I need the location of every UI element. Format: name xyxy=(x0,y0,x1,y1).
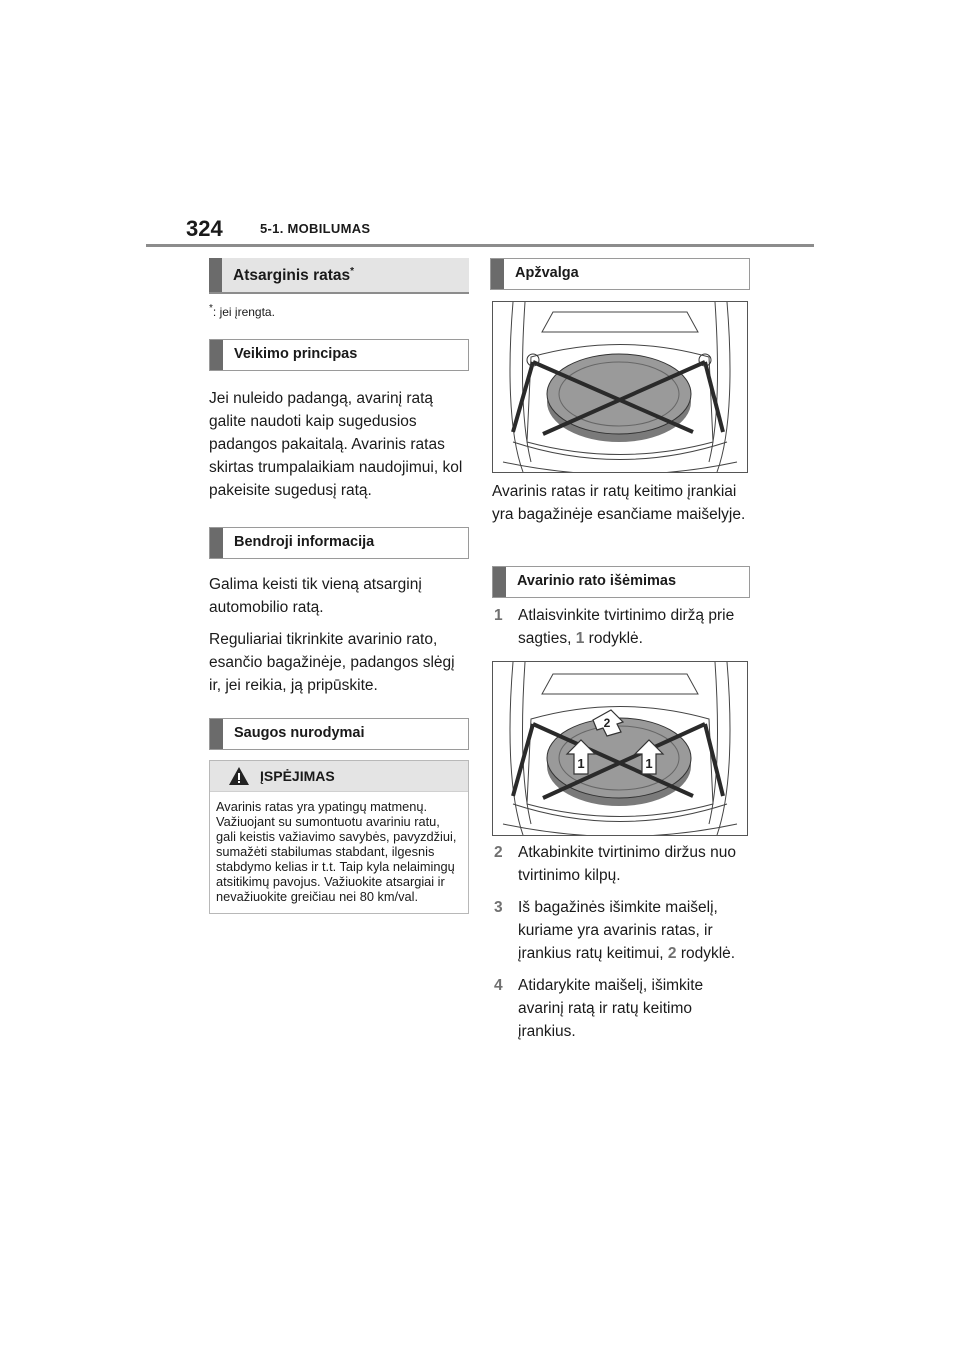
footnote xyxy=(209,303,469,319)
step-3: 3 Iš bagažinės išimkite maišelį, kuriame yra avarinis ratas, ir įrankius ratų keitimui, 2 rodyklė. xyxy=(492,896,752,965)
principle-paragraph: Jei nuleido padangą, avarinį ratą galite naudoti kaip sugedusios padangos pakaitalą. Avarinis ratas skirtas trumpalaikiam naudojimui, kol pakeisite sugedusį ratą. xyxy=(209,390,463,499)
warning-icon xyxy=(228,766,250,786)
step-1: 1 Atlaisvinkite tvirtinimo diržą prie sagties, 1 rodyklė. xyxy=(492,604,752,650)
arrow-label-1a: 1 xyxy=(577,756,585,771)
warning-box xyxy=(209,760,469,914)
subsection-overview xyxy=(490,258,750,290)
general-paragraph-2: Reguliariai tikrinkite avarinio rato, esančio bagažinėje, padangos slėgį ir, jei reikia, ją pripūskite. xyxy=(209,631,455,694)
footnote-text: : jei įrengta. xyxy=(212,305,275,319)
figure-ref: 2 xyxy=(667,945,677,962)
step-2: 2 Atkabinkite tvirtinimo diržus nuo tvirtinimo kilpų. xyxy=(492,841,752,887)
header-rule xyxy=(146,244,814,247)
page-number: 324 xyxy=(186,216,223,241)
subsection-general-title: Bendroji informacija xyxy=(234,534,375,550)
warning-text: Avarinis ratas yra ypatingų matmenų. Važiuojant su sumontuotu avariniu ratu, gali keistis važiavimo savybės, pavyzdžiui, sumažėti stabilumas stabdant, ilgesnis stabdymo kelias ir t.t. Taip kyla nelaimingų atsitikimų pavojus. Važiuokite atsargiai ir nevažiuokite greičiau nei 80 km/val. xyxy=(216,799,457,904)
trunk-illustration xyxy=(493,302,747,472)
step-number: 1 xyxy=(494,607,503,624)
subsection-principle-title: Veikimo principas xyxy=(234,346,358,362)
subsection-general xyxy=(209,527,469,559)
step-number: 3 xyxy=(494,899,503,916)
subsection-removal-title: Avarinio rato išėmimas xyxy=(517,573,677,589)
overview-paragraph: Avarinis ratas ir ratų keitimo įrankiai yra bagažinėje esančiame maišelyje. xyxy=(492,483,746,523)
section-title xyxy=(209,258,469,294)
subsection-safety xyxy=(209,718,469,750)
footnote-mark: * xyxy=(209,303,213,314)
step-4: 4 Atidarykite maišelį, išimkite avarinį ratą ir ratų keitimo įrankius. xyxy=(492,974,752,1043)
warning-title: ĮSPĖJIMAS xyxy=(260,768,335,784)
steps-list xyxy=(492,841,752,1043)
general-paragraph-1: Galima keisti tik vieną atsarginį automobilio ratą. xyxy=(209,576,422,616)
left-column xyxy=(209,258,469,914)
section-bar xyxy=(209,258,222,292)
chapter-title: 5-1. MOBILUMAS xyxy=(260,221,371,236)
figure-ref: 1 xyxy=(575,630,585,647)
step-number: 4 xyxy=(494,977,503,994)
arrow-label-1b: 1 xyxy=(645,756,653,771)
step-number: 2 xyxy=(494,844,503,861)
figure-spare-wheel-removal xyxy=(492,661,748,836)
subsection-removal xyxy=(492,566,750,598)
figure-spare-wheel-overview xyxy=(492,301,748,473)
trunk-removal-illustration xyxy=(493,662,747,835)
arrow-label-2: 2 xyxy=(603,716,611,730)
right-column xyxy=(490,258,750,290)
subsection-safety-title: Saugos nurodymai xyxy=(234,725,365,741)
page-header xyxy=(146,212,814,246)
warning-header xyxy=(210,761,468,792)
subsection-principle xyxy=(209,339,469,371)
subsection-overview-title: Apžvalga xyxy=(515,265,579,281)
optional-mark: * xyxy=(350,266,355,277)
section-title-text: Atsarginis ratas xyxy=(233,267,351,285)
